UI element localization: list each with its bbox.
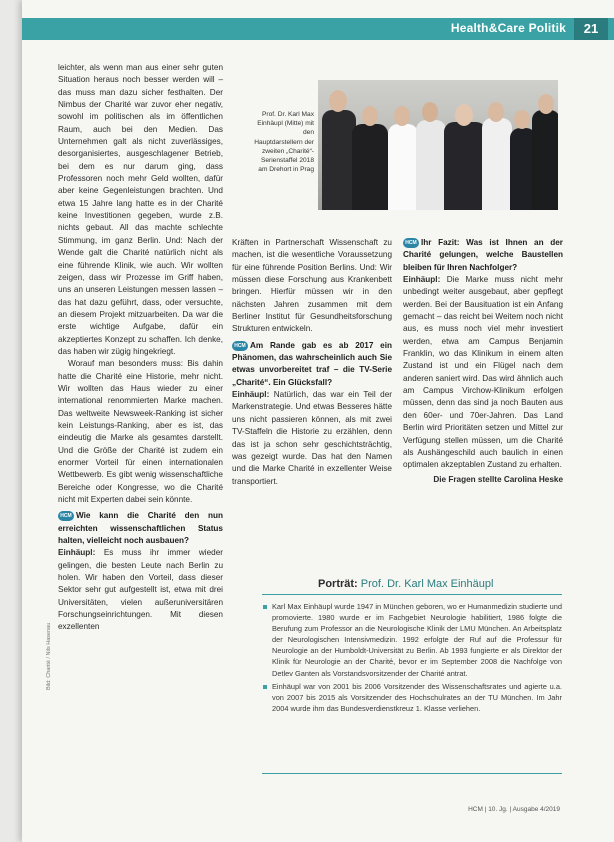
- portrait-list-item: Karl Max Einhäupl wurde 1947 in München geboren, wo er Humanmedizin studierte und promovierte. 1980 wurde er im Fachgebiet Neurologie habilitiert, 1986 folgte die Berufung zum Professor an die Neurologische Klinik der LMU München. An Arbeitsplatz der Neurologischen Intensivmedizin. 1992 erfolgte der Ruf auf die Professur für Neurologie an der Humboldt-Universität zu Berlin. Ab 1993 fungierte er als Direktor der Klinik für Neurologie an der Charité, bevor er im September 2008 die Nachfolge von Detlev Ganten als Vorstandsvorsitzender der Charité antrat.: [272, 602, 562, 678]
- section-title: Health&Care Politik: [450, 21, 566, 35]
- column-2: [232, 237, 392, 488]
- answer-text: Es muss ihr immer wieder gelingen, die besten Leute nach Berlin zu holen. Wir haben den Vorteil, dass dieser Sektor sehr gut aufgestellt ist, etwa mit drei Universitäten, vielen außeruniversitären Forschungseinrichtungen. Mit diesen exzellenten: [58, 548, 223, 632]
- question-text: Wie kann die Charité den nun erreichten wissenschaftlichen Status halten, vielleicht noch ausbauen?: [58, 511, 223, 546]
- interview-question: [58, 510, 223, 547]
- page-footer: HCM | 10. Jg. | Ausgabe 4/2019: [468, 806, 560, 813]
- body-paragraph: Kräften in Partnerschaft Wissenschaft zu machen, ist die wesentliche Voraussetzung für eine führende Position Berlins. Und: Wir müssen diese Forschung aus Krankenbett bringen. Hierfür müssen wir in den nächsten Jahren zusammen mit dem Berliner Institut für Gesundheitsforschung Strukturen entwickeln.: [232, 238, 392, 334]
- person-head: [422, 102, 438, 122]
- interview-question: [232, 340, 392, 389]
- person-head: [329, 90, 347, 112]
- page-number: 21: [574, 18, 608, 40]
- question-icon: HCM: [58, 511, 74, 521]
- answer-label: Einhäupl:: [58, 548, 96, 558]
- cast-photo: [318, 80, 558, 210]
- person-figure: [482, 118, 512, 210]
- question-text: Am Rande gab es ab 2017 ein Phänomen, das wahrscheinlich auch Sie etwas unvorbereitet traf – die TV-Serie „Charité“. Ein Glücksfall?: [232, 340, 392, 387]
- column-1: [58, 62, 223, 634]
- person-head: [488, 102, 504, 122]
- portrait-list-item: Einhäupl war von 2001 bis 2006 Vorsitzender des Wissenschaftsrates und agierte u.a. von 2007 bis 2015 als Vorsitzender des Hochschulrates an der TU München. Im Jahr 2004 wurde ihm das Bundesverdienstkreuz 1. Klasse verliehen.: [272, 681, 562, 713]
- portrait-title-prefix: Porträt:: [318, 578, 358, 590]
- answer-text: Natürlich, das war ein Teil der Markenstrategie. Und etwas Besseres hätte uns nicht passieren können, als mit zwei TV-Staffeln die Historie zu erzählen, denn das ist ja schon sehr geschichtsträchtig, was gezeigt wurde. Das hat den Namen und die Marke Charité in exzellenter Weise transportiert.: [232, 390, 392, 486]
- person-head: [455, 104, 473, 126]
- person-head: [362, 106, 378, 126]
- interview-question: [403, 237, 563, 274]
- person-figure: [532, 110, 558, 210]
- question-icon: HCM: [403, 238, 419, 248]
- person-figure: [416, 120, 446, 210]
- person-head: [394, 106, 410, 126]
- photo-caption: Prof. Dr. Karl Max Einhäupl (Mitte) mit den Hauptdarstellern der zweiten „Charité“-Serienstaffel 2018 am Drehort in Prag: [254, 111, 314, 174]
- person-head: [514, 110, 530, 129]
- answer-label: Einhäupl:: [232, 390, 270, 400]
- portrait-box: [262, 594, 562, 774]
- portrait-list: [262, 601, 562, 714]
- interview-answer: [232, 389, 392, 488]
- answer-text: Die Marke muss nicht mehr unbedingt weiter ausgebaut, aber gepflegt werden. Bei der Bausituation ist ein Anfang gemacht – das reicht bei Weitem noch nicht aus, es muss noch viel mehr investiert werden, etwa am Campus Benjamin Franklin, wo das Klinikum in einem alten Zustand ist und ein Flügel nach dem anderen saniert wird. Das wird ähnlich auch am Campus Virchow-Klinikum erfolgen müssen, denn das sind ja noch Bauten aus den 60er- und 70er-Jahren. Das Land Berlin wird Prioritäten setzen und Mittel zur Verfügung stellen müssen, um die Charité als Aushängeschild auch baulich in einen optimalen akzeptablen Zustand zu erhalten.: [403, 275, 563, 470]
- portrait-title-name: Prof. Dr. Karl Max Einhäupl: [360, 578, 494, 590]
- interview-answer: [403, 274, 563, 472]
- interview-credit: Die Fragen stellte Carolina Heske: [433, 474, 563, 484]
- person-figure: [388, 124, 418, 210]
- person-head: [538, 94, 554, 114]
- body-paragraph: Worauf man besonders muss: Bis dahin hatte die Charité eine Historie, mehr nicht. Wir wollten das Haus wieder zu einer international renommierten Marke machen. Das weltweite Newsweek-Ranking ist sicher kein Leistungs-Ranking, aber es ist, das eindeutig die Marke als gesamtes darstellt. Und die Größe der Charité ist zudem ein enormer Vorteil für einen internationalen Wettbewerb. Es gibt wenig wissenschaftliche Bereiche oder Kongresse, wo die Charité nicht mit Experten dabei sein könnte.: [58, 359, 223, 505]
- question-icon: HCM: [232, 341, 248, 351]
- person-figure: [352, 124, 388, 210]
- person-figure: [444, 122, 486, 210]
- portrait-title: [318, 578, 493, 590]
- answer-label: Einhäupl:: [403, 275, 441, 285]
- question-text: Ihr Fazit: Was ist Ihnen an der Charité gelungen, welche Baustellen bleiben für Ihren Nachfolger?: [403, 238, 563, 272]
- body-paragraph: leichter, als wenn man aus einer sehr guten Situation heraus noch besser werden will – das muss man dazu sicher festhalten. Der Nimbus der Charité war zuvor eher negativ, sowohl im politischen als im öffentlichen Raum, auch bei den Medien. Das Unternehmen galt als nicht zuverlässiges, desorganisiertes, ausgeschlagener Betrieb, bei dem es nur darum ging, dass Professoren noch mehr Geld wollten, dafür aber keine Gegenleistungen brachten. Und etwa 15 Jahre lang hatte es in der Charité keine Investitionen gegeben, wurde z.B. nichts gebaut. All das machte schlechte Stimmung, im ganz Berlin. Und: Nach der Wende galt die Charité natürlich nicht als eine führende Klinik, wie auch. Wir wollten zeigen, dass wir Prozesse im Griff haben, uns an unseren Leistungen messen lassen – das hat dazu geführt, dass, oder versuchte, an diesem Projekt mitzuarbeiten. Da war die erste wichtige Aufgabe, dafür ein akzeptiertes Konzept zu schaffen. Ich denke, das haben wir zügig hingekriegt.: [58, 63, 223, 356]
- column-3: [403, 237, 563, 486]
- image-credit: Bild: Charité / Nils Hasenau: [46, 622, 52, 690]
- interview-answer: [58, 547, 223, 633]
- person-figure: [322, 110, 356, 210]
